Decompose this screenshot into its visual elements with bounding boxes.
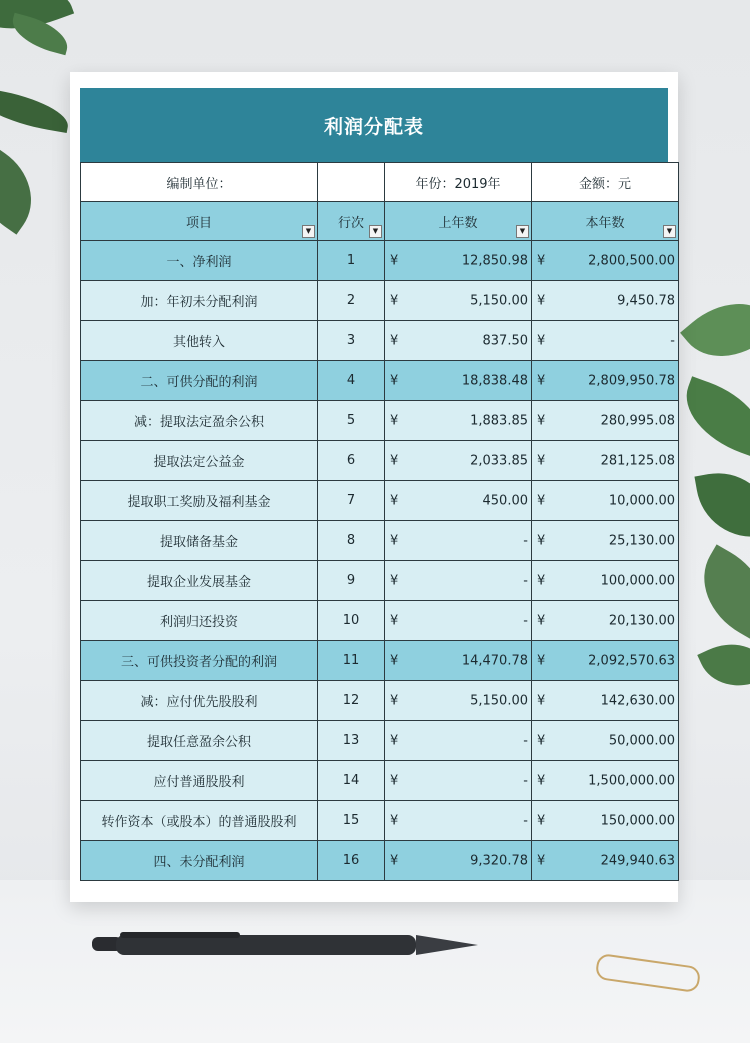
- row-curr-year-value: 10,000.00: [608, 493, 675, 508]
- row-item-name: 提取职工奖励及福利基金: [81, 481, 318, 521]
- row-prev-year-value: 9,320.78: [470, 853, 528, 868]
- currency-symbol: ¥: [537, 773, 546, 788]
- document-sheet: [70, 72, 678, 902]
- row-item-name: 转作资本（或股本）的普通股股利: [81, 801, 318, 841]
- header-item-label: 项目: [185, 215, 212, 231]
- currency-symbol: ¥: [537, 693, 546, 708]
- row-curr-year-cell: [532, 281, 679, 321]
- row-line-number: 8: [318, 521, 385, 561]
- currency-symbol: ¥: [390, 253, 399, 268]
- row-curr-year-value: -: [670, 333, 675, 348]
- row-prev-year-value: -: [523, 533, 528, 548]
- table-row: [81, 561, 679, 601]
- header-curr-year-label: 本年数: [585, 215, 625, 231]
- filter-dropdown-icon[interactable]: ▼: [369, 225, 382, 238]
- row-prev-year-cell: [385, 681, 532, 721]
- row-prev-year-value: 5,150.00: [470, 693, 528, 708]
- currency-symbol: ¥: [390, 413, 399, 428]
- currency-symbol: ¥: [537, 413, 546, 428]
- row-curr-year-value: 50,000.00: [608, 733, 675, 748]
- row-item-name: 四、未分配利润: [81, 841, 318, 881]
- row-curr-year-cell: [532, 801, 679, 841]
- currency-symbol: ¥: [390, 613, 399, 628]
- table-row: [81, 641, 679, 681]
- row-prev-year-value: -: [523, 773, 528, 788]
- row-prev-year-cell: [385, 481, 532, 521]
- row-curr-year-value: 20,130.00: [608, 613, 675, 628]
- row-curr-year-cell: [532, 641, 679, 681]
- currency-symbol: ¥: [390, 373, 399, 388]
- unit-label: 编制单位：: [81, 163, 318, 202]
- amount-unit-label: 金额：元: [532, 163, 679, 202]
- currency-symbol: ¥: [537, 573, 546, 588]
- currency-symbol: ¥: [537, 493, 546, 508]
- row-item-name: 减：应付优先股股利: [81, 681, 318, 721]
- row-item-name: 提取任意盈余公积: [81, 721, 318, 761]
- row-line-number: 16: [318, 841, 385, 881]
- table-row: [81, 281, 679, 321]
- row-prev-year-value: -: [523, 573, 528, 588]
- row-curr-year-value: 1,500,000.00: [588, 773, 675, 788]
- row-prev-year-cell: [385, 601, 532, 641]
- table-row: [81, 601, 679, 641]
- info-row: [81, 163, 679, 202]
- currency-symbol: ¥: [390, 733, 399, 748]
- row-item-name: 提取企业发展基金: [81, 561, 318, 601]
- row-curr-year-cell: [532, 241, 679, 281]
- row-prev-year-value: 14,470.78: [461, 653, 528, 668]
- row-curr-year-cell: [532, 601, 679, 641]
- row-curr-year-cell: [532, 321, 679, 361]
- header-row: [81, 202, 679, 241]
- row-curr-year-value: 9,450.78: [617, 293, 675, 308]
- row-curr-year-cell: [532, 841, 679, 881]
- currency-symbol: ¥: [537, 373, 546, 388]
- row-prev-year-value: -: [523, 733, 528, 748]
- row-line-number: 11: [318, 641, 385, 681]
- row-curr-year-value: 281,125.08: [600, 453, 675, 468]
- row-prev-year-value: -: [523, 613, 528, 628]
- header-prev-year-label: 上年数: [438, 215, 478, 231]
- row-line-number: 5: [318, 401, 385, 441]
- row-item-name: 一、净利润: [81, 241, 318, 281]
- currency-symbol: ¥: [390, 813, 399, 828]
- profit-distribution-table: [80, 162, 679, 881]
- row-line-number: 10: [318, 601, 385, 641]
- row-prev-year-value: -: [523, 813, 528, 828]
- row-line-number: 4: [318, 361, 385, 401]
- row-line-number: 6: [318, 441, 385, 481]
- row-item-name: 利润归还投资: [81, 601, 318, 641]
- row-curr-year-value: 25,130.00: [608, 533, 675, 548]
- row-curr-year-value: 100,000.00: [600, 573, 675, 588]
- row-curr-year-value: 2,800,500.00: [588, 253, 675, 268]
- header-prev-year: [385, 202, 532, 241]
- filter-dropdown-icon[interactable]: ▼: [302, 225, 315, 238]
- currency-symbol: ¥: [537, 253, 546, 268]
- currency-symbol: ¥: [537, 733, 546, 748]
- header-line: [318, 202, 385, 241]
- filter-dropdown-icon[interactable]: ▼: [516, 225, 529, 238]
- currency-symbol: ¥: [390, 493, 399, 508]
- year-label: 年份：2019年: [385, 163, 532, 202]
- currency-symbol: ¥: [537, 853, 546, 868]
- row-prev-year-cell: [385, 321, 532, 361]
- currency-symbol: ¥: [390, 853, 399, 868]
- row-prev-year-value: 5,150.00: [470, 293, 528, 308]
- row-curr-year-cell: [532, 681, 679, 721]
- row-prev-year-cell: [385, 401, 532, 441]
- table-row: [81, 801, 679, 841]
- row-curr-year-cell: [532, 721, 679, 761]
- row-item-name: 三、可供投资者分配的利润: [81, 641, 318, 681]
- row-item-name: 应付普通股股利: [81, 761, 318, 801]
- row-prev-year-value: 837.50: [482, 333, 528, 348]
- table-row: [81, 841, 679, 881]
- row-line-number: 2: [318, 281, 385, 321]
- table-row: [81, 761, 679, 801]
- row-prev-year-cell: [385, 441, 532, 481]
- row-line-number: 14: [318, 761, 385, 801]
- pen-decoration: [92, 932, 478, 958]
- row-line-number: 1: [318, 241, 385, 281]
- row-line-number: 12: [318, 681, 385, 721]
- row-prev-year-cell: [385, 521, 532, 561]
- row-curr-year-value: 142,630.00: [600, 693, 675, 708]
- currency-symbol: ¥: [390, 333, 399, 348]
- row-line-number: 7: [318, 481, 385, 521]
- table-row: [81, 481, 679, 521]
- currency-symbol: ¥: [537, 533, 546, 548]
- row-prev-year-cell: [385, 361, 532, 401]
- row-curr-year-value: 280,995.08: [600, 413, 675, 428]
- row-line-number: 13: [318, 721, 385, 761]
- table-row: [81, 361, 679, 401]
- row-curr-year-cell: [532, 761, 679, 801]
- page-title: 利润分配表: [80, 88, 668, 162]
- currency-symbol: ¥: [537, 653, 546, 668]
- currency-symbol: ¥: [390, 653, 399, 668]
- row-item-name: 提取储备基金: [81, 521, 318, 561]
- row-prev-year-cell: [385, 761, 532, 801]
- row-item-name: 二、可供分配的利润: [81, 361, 318, 401]
- row-line-number: 9: [318, 561, 385, 601]
- row-prev-year-value: 18,838.48: [461, 373, 528, 388]
- row-line-number: 3: [318, 321, 385, 361]
- row-prev-year-cell: [385, 801, 532, 841]
- row-item-name: 加：年初未分配利润: [81, 281, 318, 321]
- row-prev-year-cell: [385, 561, 532, 601]
- row-curr-year-cell: [532, 441, 679, 481]
- row-item-name: 提取法定公益金: [81, 441, 318, 481]
- table-row: [81, 401, 679, 441]
- currency-symbol: ¥: [537, 333, 546, 348]
- row-curr-year-cell: [532, 561, 679, 601]
- header-item: [81, 202, 318, 241]
- row-curr-year-value: 249,940.63: [600, 853, 675, 868]
- row-line-number: 15: [318, 801, 385, 841]
- row-curr-year-cell: [532, 521, 679, 561]
- currency-symbol: ¥: [390, 693, 399, 708]
- row-curr-year-cell: [532, 361, 679, 401]
- currency-symbol: ¥: [390, 293, 399, 308]
- filter-dropdown-icon[interactable]: ▼: [663, 225, 676, 238]
- row-prev-year-cell: [385, 641, 532, 681]
- table-row: [81, 521, 679, 561]
- header-line-label: 行次: [337, 215, 364, 231]
- row-curr-year-cell: [532, 481, 679, 521]
- row-prev-year-value: 2,033.85: [470, 453, 528, 468]
- currency-symbol: ¥: [390, 453, 399, 468]
- row-prev-year-cell: [385, 281, 532, 321]
- currency-symbol: ¥: [537, 453, 546, 468]
- row-curr-year-value: 2,092,570.63: [588, 653, 675, 668]
- currency-symbol: ¥: [390, 533, 399, 548]
- table-body: [81, 241, 679, 881]
- row-curr-year-value: 2,809,950.78: [588, 373, 675, 388]
- row-prev-year-value: 12,850.98: [461, 253, 528, 268]
- table-row: [81, 241, 679, 281]
- row-curr-year-cell: [532, 401, 679, 441]
- table-row: [81, 721, 679, 761]
- info-blank-cell: [318, 163, 385, 202]
- row-item-name: 减：提取法定盈余公积: [81, 401, 318, 441]
- row-prev-year-value: 1,883.85: [470, 413, 528, 428]
- row-prev-year-cell: [385, 721, 532, 761]
- currency-symbol: ¥: [537, 293, 546, 308]
- row-prev-year-cell: [385, 241, 532, 281]
- currency-symbol: ¥: [537, 613, 546, 628]
- currency-symbol: ¥: [390, 573, 399, 588]
- row-item-name: 其他转入: [81, 321, 318, 361]
- row-prev-year-cell: [385, 841, 532, 881]
- row-prev-year-value: 450.00: [482, 493, 528, 508]
- table-row: [81, 321, 679, 361]
- currency-symbol: ¥: [537, 813, 546, 828]
- currency-symbol: ¥: [390, 773, 399, 788]
- table-row: [81, 681, 679, 721]
- table-row: [81, 441, 679, 481]
- row-curr-year-value: 150,000.00: [600, 813, 675, 828]
- header-curr-year: [532, 202, 679, 241]
